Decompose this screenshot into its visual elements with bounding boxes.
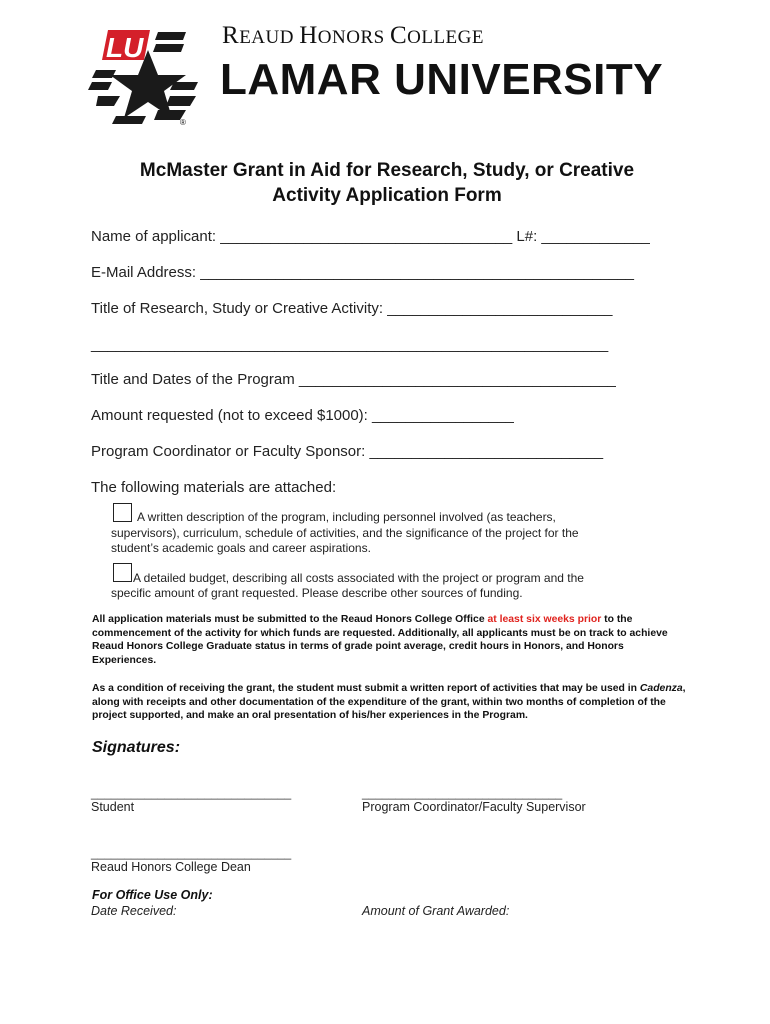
form-title-line1: McMaster Grant in Aid for Research, Study, or Creative: [139, 160, 635, 181]
attachment-line: A written description of the program, including personnel involved (as teachers,: [137, 510, 556, 524]
grant-condition-notice: [92, 682, 688, 723]
deadline-highlight: at least six weeks prior: [487, 614, 602, 625]
written-description-checkbox[interactable]: [113, 503, 132, 522]
cadenza-title: Cadenza: [639, 683, 683, 694]
notice-text: to the commencement of the activity for which funds are requested. Additionally, all applicants must be on track to achieve Reaud Honors College Graduate status in terms of grade point average, credit hours in Honors, and Honors Experiences.: [92, 614, 668, 666]
research-title-field[interactable]: Title of Research, Study or Creative Activity: ___________________________: [91, 300, 613, 317]
student-label: Student: [91, 800, 135, 814]
submission-notice: [92, 613, 688, 667]
attachments-heading: The following materials are attached:: [91, 479, 337, 496]
amount-requested-field[interactable]: Amount requested (not to exceed $1000): _________________: [91, 407, 514, 424]
notice-text: As a condition of receiving the grant, the student must submit a written report of activities that may be used in: [92, 683, 640, 694]
notice-text: All application materials must be submitted to the Reaud Honors College Office: [92, 614, 488, 625]
program-title-dates-field[interactable]: Title and Dates of the Program ______________________________________: [91, 371, 616, 388]
attachment-item: [137, 510, 657, 525]
coordinator-label: Program Coordinator/Faculty Supervisor: [362, 800, 586, 814]
attachment-item-continued: [111, 526, 671, 556]
attachment-item-continued: [111, 586, 671, 601]
form-title-line2: Activity Application Form: [272, 185, 502, 206]
form-title: [90, 158, 684, 208]
attachment-item: [133, 571, 653, 586]
college-name-part: ONORS: [317, 27, 390, 48]
applicant-name-field[interactable]: Name of applicant: ___________________________________ L#: _____________: [91, 228, 650, 245]
college-name-part: H: [299, 22, 318, 49]
attachment-line: A detailed budget, describing all costs associated with the project or program and the: [133, 571, 584, 585]
dean-signature-line[interactable]: ______________________________: [91, 846, 292, 860]
attachment-line: supervisors), curriculum, schedule of activities, and the significance of the project for the: [111, 526, 579, 540]
college-name-part: C: [389, 22, 408, 49]
notice-text: , along with receipts and other documentation of the expenditure of the grant, within two months of completion of the project supported, and make an oral presentation of his/her experiences in the Program.: [92, 683, 686, 721]
budget-checkbox[interactable]: [113, 563, 132, 582]
lamar-star-logo-icon: [88, 20, 208, 138]
attachment-line: student’s academic goals and career aspirations.: [111, 541, 371, 555]
college-name-part: OLLEGE: [407, 27, 484, 48]
college-name-part: EAUD: [239, 27, 300, 48]
lamar-logo: [88, 20, 208, 138]
dean-label: Reaud Honors College Dean: [91, 860, 251, 874]
college-name: [222, 22, 484, 50]
attachment-line: specific amount of grant requested. Please describe other sources of funding.: [111, 586, 523, 600]
university-name: LAMAR UNIVERSITY: [220, 55, 664, 104]
college-name-part: R: [222, 22, 240, 49]
signatures-heading: Signatures:: [92, 739, 181, 756]
coordinator-field[interactable]: Program Coordinator or Faculty Sponsor: ____________________________: [91, 443, 604, 460]
svg-text:LU: LU: [106, 32, 144, 63]
research-title-continued-field[interactable]: ______________________________________________________________: [91, 336, 609, 353]
coordinator-signature-line[interactable]: ______________________________: [362, 786, 563, 800]
email-field[interactable]: E-Mail Address: ____________________________________________________: [91, 264, 635, 281]
amount-awarded-label: Amount of Grant Awarded:: [362, 904, 510, 918]
date-received-label: Date Received:: [91, 904, 177, 918]
registered-mark: ®: [180, 118, 186, 127]
student-signature-line[interactable]: ______________________________: [91, 786, 292, 800]
office-use-heading: For Office Use Only:: [92, 888, 213, 902]
